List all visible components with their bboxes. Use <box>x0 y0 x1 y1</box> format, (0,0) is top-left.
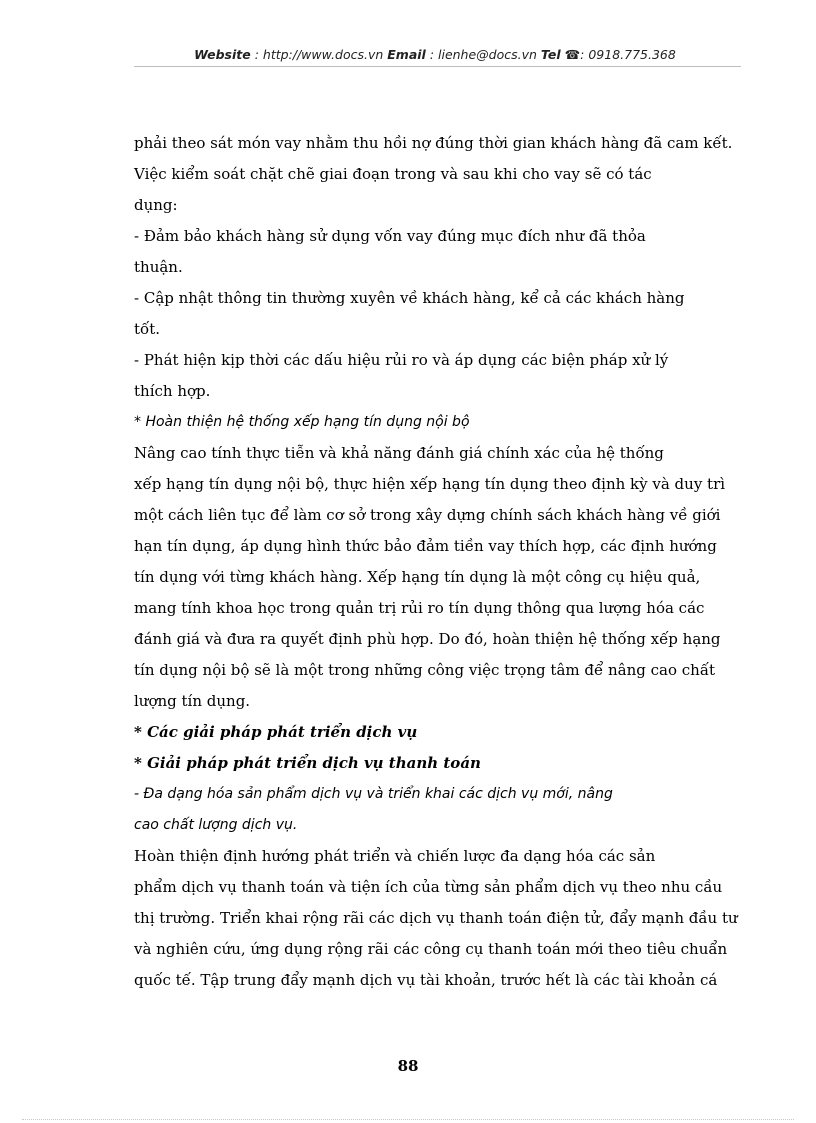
text-line: tín dụng nội bộ sẽ là một trong những công việc trọng tâm để nâng cao chất <box>134 661 716 679</box>
website-url: : http://www.docs.vn <box>250 47 388 62</box>
text-line: Việc kiểm soát chặt chẽ giai đoạn trong và sau khi cho vay sẽ có tác <box>134 165 652 183</box>
section-heading: * Giải pháp phát triển dịch vụ thanh toán <box>134 754 481 772</box>
tel-label: Tel <box>540 47 561 62</box>
text-line: - Đảm bảo khách hàng sử dụng vốn vay đúng mục đích như đã thỏa <box>134 227 646 245</box>
italic-line: - Đa dạng hóa sản phẩm dịch vụ và triển khai các dịch vụ mới, nâng <box>134 786 613 802</box>
text-line: một cách liên tục để làm cơ sở trong xây dựng chính sách khách hàng về giới <box>134 506 721 524</box>
italic-line: cao chất lượng dịch vụ. <box>134 817 298 833</box>
text-line: thuận. <box>134 258 183 276</box>
italic-heading: * Hoàn thiện hệ thống xếp hạng tín dụng nội bộ <box>134 414 470 430</box>
text-line: Nâng cao tính thực tiễn và khả năng đánh giá chính xác của hệ thống <box>134 444 664 462</box>
header-divider <box>134 66 741 67</box>
page-number: 88 <box>397 1057 419 1075</box>
email-address: : lienhe@docs.vn <box>425 47 541 62</box>
tel-number: : 0918.775.368 <box>580 47 676 62</box>
text-line: mang tính khoa học trong quản trị rủi ro tín dụng thông qua lượng hóa các <box>134 599 705 617</box>
text-line: đánh giá và đưa ra quyết định phù hợp. Do đó, hoàn thiện hệ thống xếp hạng <box>134 630 721 648</box>
text-line: - Phát hiện kịp thời các dấu hiệu rủi ro và áp dụng các biện pháp xử lý <box>134 351 669 369</box>
text-line: quốc tế. Tập trung đẩy mạnh dịch vụ tài khoản, trước hết là các tài khoản cá <box>134 971 718 989</box>
text-line: thị trường. Triển khai rộng rãi các dịch vụ thanh toán điện tử, đẩy mạnh đầu tư <box>134 909 738 927</box>
website-label: Website <box>194 47 251 62</box>
body-text <box>134 128 738 996</box>
footer-divider <box>22 1119 794 1120</box>
page-header <box>130 47 740 62</box>
text-line: tốt. <box>134 320 161 338</box>
text-line: lượng tín dụng. <box>134 692 251 710</box>
text-line: thích hợp. <box>134 382 211 400</box>
text-line: tín dụng với từng khách hàng. Xếp hạng tín dụng là một công cụ hiệu quả, <box>134 568 701 586</box>
text-line: Hoàn thiện định hướng phát triển và chiến lược đa dạng hóa các sản <box>134 847 656 865</box>
text-line: và nghiên cứu, ứng dụng rộng rãi các công cụ thanh toán mới theo tiêu chuẩn <box>134 940 728 958</box>
phone-icon: ☎ <box>564 47 581 62</box>
text-line: xếp hạng tín dụng nội bộ, thực hiện xếp hạng tín dụng theo định kỳ và duy trì <box>134 475 726 493</box>
text-line: phẩm dịch vụ thanh toán và tiện ích của từng sản phẩm dịch vụ theo nhu cầu <box>134 878 723 896</box>
text-line: dụng: <box>134 196 178 214</box>
text-line: hạn tín dụng, áp dụng hình thức bảo đảm tiền vay thích hợp, các định hướng <box>134 537 717 555</box>
text-line: phải theo sát món vay nhằm thu hồi nợ đúng thời gian khách hàng đã cam kết. <box>134 134 733 152</box>
email-label: Email <box>387 47 426 62</box>
text-line: - Cập nhật thông tin thường xuyên về khách hàng, kể cả các khách hàng <box>134 289 685 307</box>
section-heading: * Các giải pháp phát triển dịch vụ <box>134 723 418 741</box>
